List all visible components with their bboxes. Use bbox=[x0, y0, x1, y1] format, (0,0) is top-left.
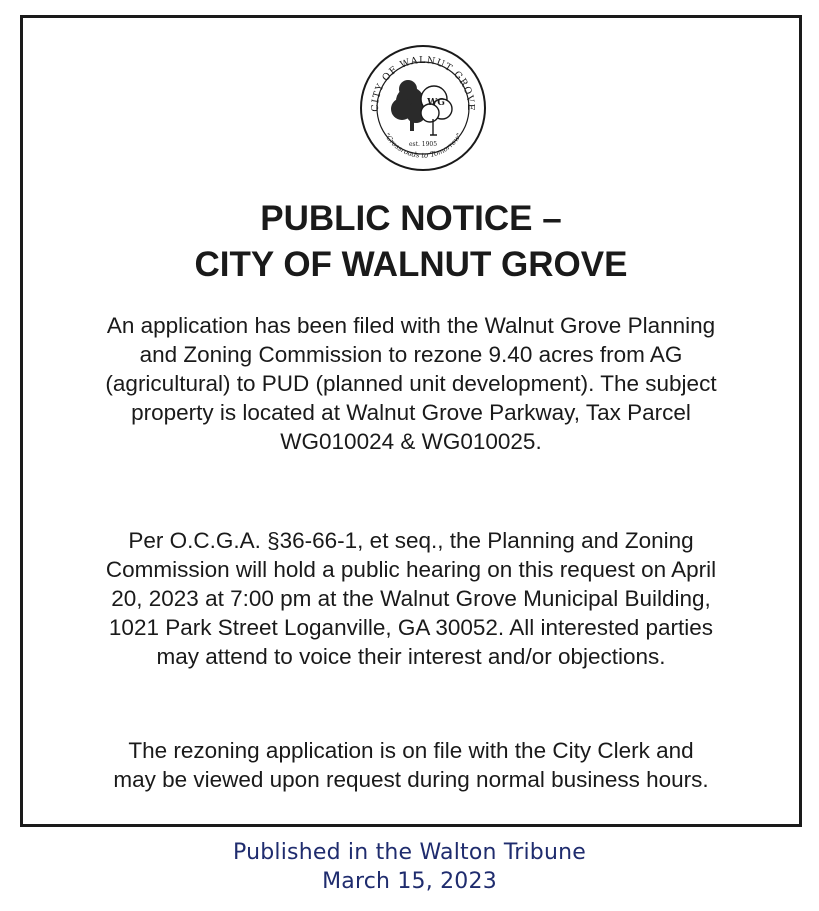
notice-title-line-1: PUBLIC NOTICE – bbox=[260, 199, 562, 238]
notice-paragraph-application bbox=[53, 311, 769, 456]
publication-credit bbox=[0, 838, 819, 896]
publication-line-1: Published in the Walton Tribune bbox=[233, 840, 586, 865]
notice-title bbox=[23, 196, 799, 288]
paragraph-line: and Zoning Commission to rezone 9.40 acres from AG bbox=[139, 342, 683, 367]
tree-outline-icon bbox=[421, 86, 452, 135]
paragraph-line: An application has been filed with the Walnut Grove Planning bbox=[106, 313, 716, 338]
seal-established: est. 1905 bbox=[408, 141, 438, 148]
paragraph-line: may attend to voice their interest and/or objections. bbox=[156, 644, 666, 669]
seal-monogram: WG bbox=[427, 98, 445, 108]
paragraph-line: 20, 2023 at 7:00 pm at the Walnut Grove Municipal Building, bbox=[111, 586, 711, 611]
tree-dark-icon bbox=[391, 80, 426, 131]
paragraph-line: Per O.C.G.A. §36-66-1, et seq., the Planning and Zoning bbox=[128, 528, 694, 553]
city-seal-logo bbox=[358, 43, 488, 173]
notice-paragraph-file-info bbox=[53, 736, 769, 794]
paragraph-line: WG010024 & WG010025. bbox=[280, 429, 542, 454]
paragraph-line: (agricultural) to PUD (planned unit development). The subject bbox=[105, 371, 717, 396]
publication-date: March 15, 2023 bbox=[322, 869, 497, 894]
paragraph-line: 1021 Park Street Loganville, GA 30052. All interested parties bbox=[108, 615, 714, 640]
seal-ring-text: CITY OF WALNUT GROVE bbox=[369, 54, 477, 112]
public-notice-box bbox=[20, 15, 802, 827]
paragraph-line: may be viewed upon request during normal business hours. bbox=[113, 767, 709, 792]
paragraph-line: Commission will hold a public hearing on this request on April bbox=[105, 557, 717, 582]
notice-title-line-2: CITY OF WALNUT GROVE bbox=[194, 245, 628, 284]
seal-motto: "Crossroads to Tomorrow" bbox=[382, 131, 464, 160]
notice-paragraph-hearing bbox=[53, 526, 769, 671]
paragraph-line: property is located at Walnut Grove Parkway, Tax Parcel bbox=[131, 400, 691, 425]
paragraph-line: The rezoning application is on file with the City Clerk and bbox=[128, 738, 694, 763]
